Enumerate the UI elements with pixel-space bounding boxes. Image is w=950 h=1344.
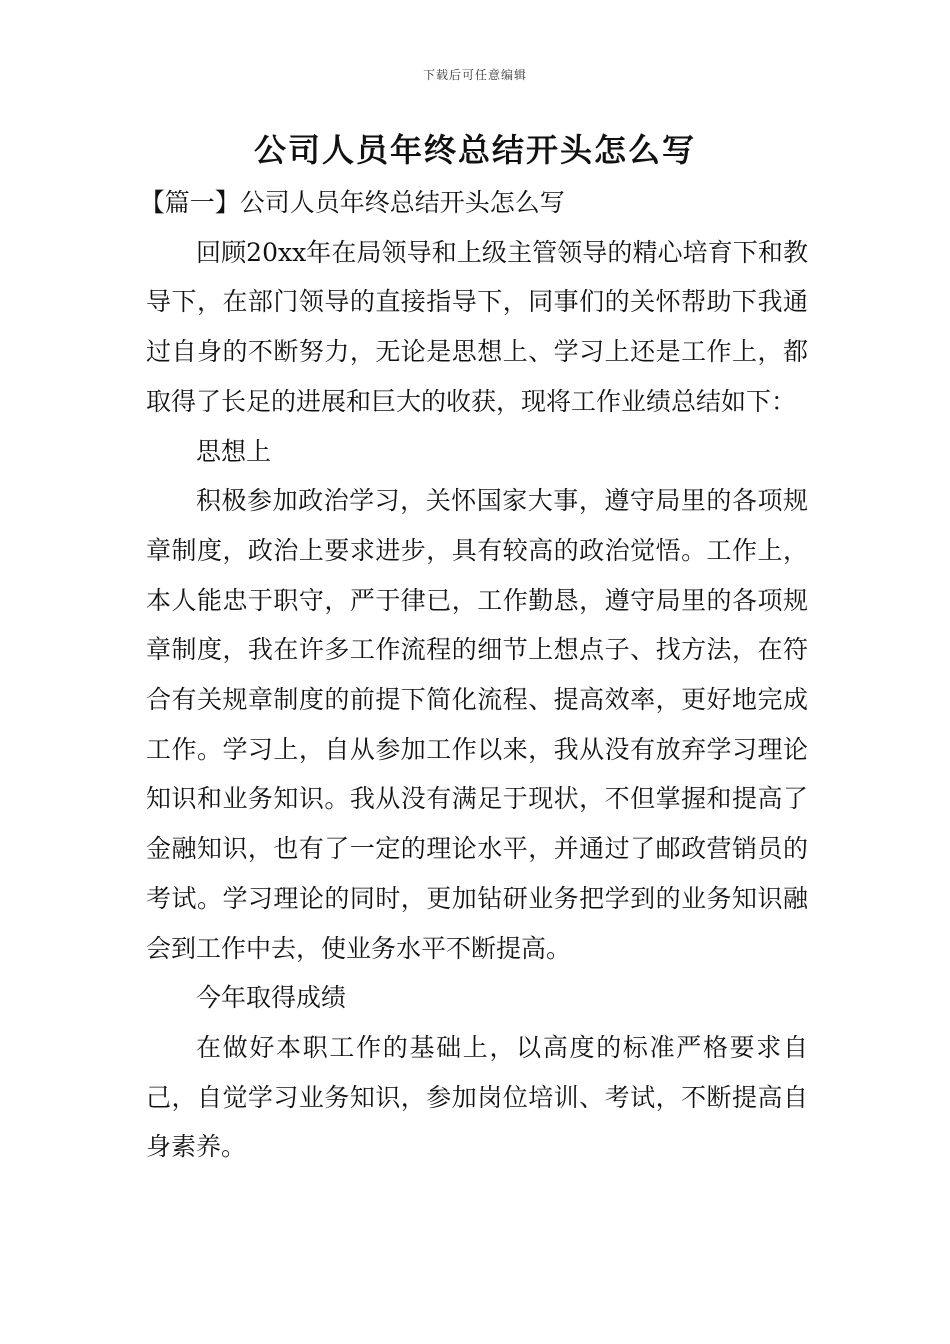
document-title: 公司人员年终总结开头怎么写: [253, 131, 696, 169]
thought-paragraph: 积极参加政治学习，关怀国家大事，遵守局里的各项规章制度，政治上要求进步，具有较高的政治觉悟。工作上，本人能忠于职守，严于律已，工作勤恳，遵守局里的各项规章制度，我在许多工作流程的细节上想点子、找方法，在符合有关规章制度的前提下简化流程、提高效率，更好地完成工作。学习上，自从参加工作以来，我从没有放弃学习理论知识和业务知识。我从没有满足于现状，不但掌握和提高了金融知识，也有了一定的理论水平，并通过了邮政营销员的考试。学习理论的同时，更加钻研业务把学到的业务知识融会到工作中去，使业务水平不断提高。: [146, 486, 808, 963]
chapter-heading: 【篇一】公司人员年终总结开头怎么写: [139, 188, 565, 217]
achievement-paragraph: 在做好本职工作的基础上，以高度的标准严格要求自己，自觉学习业务知识，参加岗位培训、考试，不断提高自身素养。: [146, 1032, 808, 1162]
section-heading-achievement: 今年取得成绩: [196, 983, 347, 1013]
header-note: 下载后可任意编辑: [422, 68, 527, 82]
document-body: [139, 178, 808, 1172]
section-heading-thought: 思想上: [196, 436, 272, 466]
intro-paragraph: 回顾20xx年在局领导和上级主管领导的精心培育下和教导下，在部门领导的直接指导下，同事们的关怀帮助下我通过自身的不断努力，无论是思想上、学习上还是工作上，都取得了长足的进展和巨大的收获，现将工作业绩总结如下：: [146, 237, 808, 416]
